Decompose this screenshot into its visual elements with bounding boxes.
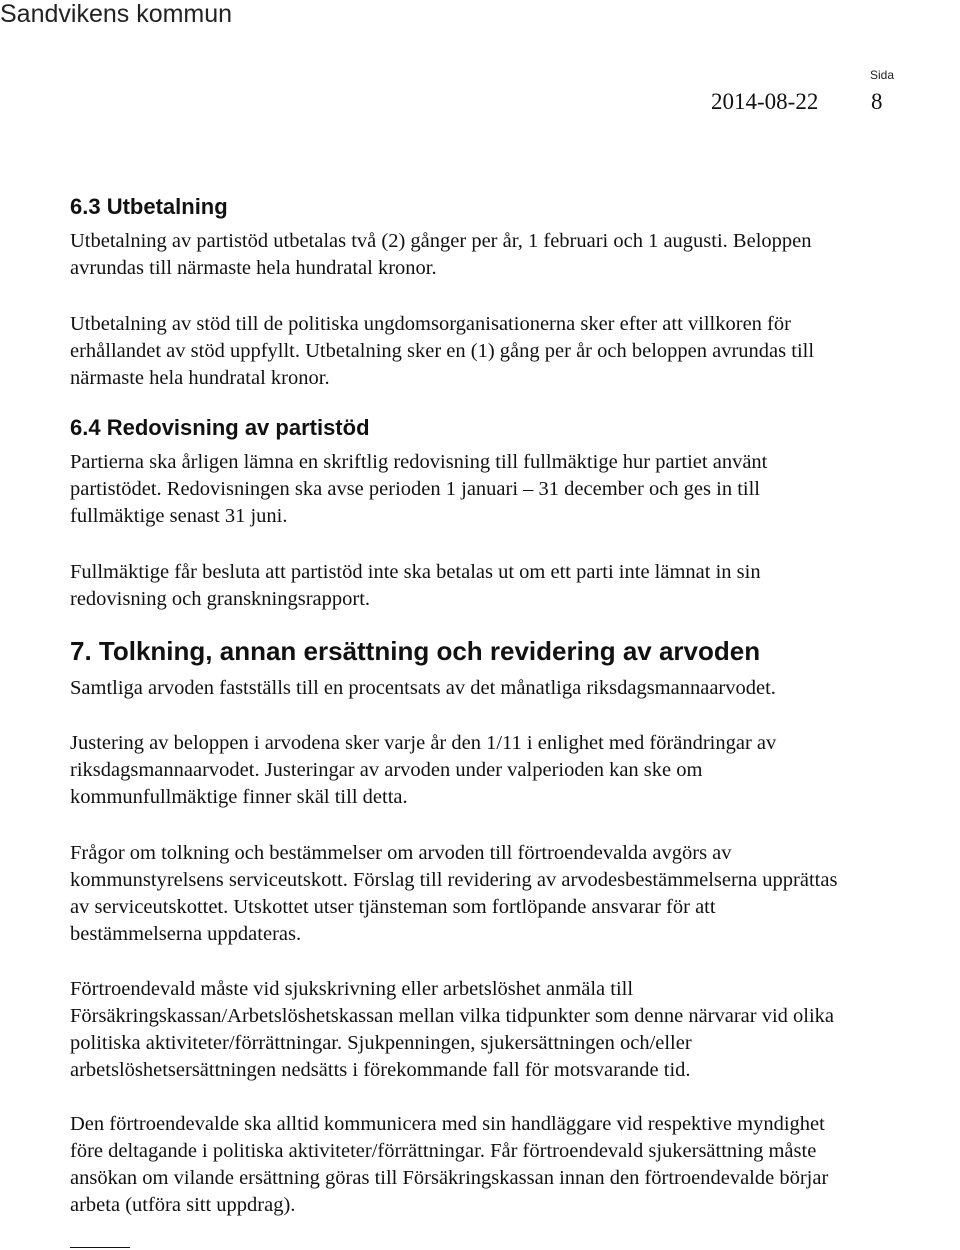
paragraph: Fullmäktige får besluta att partistöd inte ska betalas ut om ett parti inte lämnat in sin redovisning och granskningsrapport.	[70, 561, 761, 610]
paragraph: Den förtroendevalde ska alltid kommunicera med sin handläggare vid respektive myndighet före deltagande i politiska aktiviteter/förrättningar. Får förtroendevald sjukersättning måste ansökan om vilande ersättning göras till Försäkringskassan innan den förtroendevalde börjar arbeta (utföra sitt uppdrag).	[70, 1113, 829, 1216]
section-heading: 7. Tolkning, annan ersättning och revidering av arvoden	[70, 636, 761, 666]
section-heading: 6.4 Redovisning av partistöd	[70, 415, 370, 440]
section-heading: 6.3 Utbetalning	[70, 194, 228, 219]
section-7	[70, 636, 960, 666]
document-date: 2014-08-22	[711, 89, 819, 114]
paragraph: Utbetalning av stöd till de politiska ungdomsorganisationerna sker efter att villkoren för erhållandet av stöd uppfyllt. Utbetalning sker en (1) gång per år och beloppen avrundas till närmaste hela hundratal kronor.	[70, 313, 815, 389]
section-6-3-paragraph-1	[70, 228, 960, 282]
page-label: Sida	[870, 68, 895, 82]
section-6-3	[70, 193, 960, 220]
section-6-4-paragraph-2	[70, 559, 960, 613]
paragraph: Utbetalning av partistöd utbetalas två (2) gånger per år, 1 februari och 1 augusti. Beloppen avrundas till närmaste hela hundratal kronor.	[70, 230, 812, 279]
paragraph: Justering av beloppen i arvodena sker varje år den 1/11 i enlighet med förändringar av riksdagsmannaarvodet. Justeringar av arvoden under valperioden kan ske om kommunfullmäktige finner skäl till detta.	[70, 732, 777, 808]
section-7-paragraph-4	[70, 976, 960, 1084]
paragraph: Frågor om tolkning och bestämmelser om arvoden till förtroendevalda avgörs av kommunstyrelsens serviceutskott. Förslag till revidering av arvodesbestämmelserna upprättas av serviceutskottet. Utskottet utser tjänsteman som fortlöpande ansvarar för att bestämmelserna uppdateras.	[70, 842, 838, 945]
section-6-3-paragraph-2	[70, 311, 960, 392]
paragraph: Samtliga arvoden fastställs till en procentsats av det månatliga riksdagsmannaarvodet.	[70, 677, 776, 699]
section-7-paragraph-3	[70, 840, 960, 948]
section-6-4	[70, 414, 960, 441]
section-6-4-paragraph-1	[70, 449, 960, 530]
organization-name: Sandvikens kommun	[0, 0, 233, 28]
section-7-paragraph-1	[70, 675, 960, 702]
paragraph: Förtroendevald måste vid sjukskrivning eller arbetslöshet anmäla till Försäkringskassan/Arbetslöshetskassan mellan vilka tidpunkter som denne närvarar vid olika politiska aktiviteter/förrättningar. Sjukpenningen, sjukersättningen och/eller arbetslöshetsersättningen nedsätts i förekommande fall för motsvarande tid.	[70, 978, 835, 1081]
section-7-paragraph-2	[70, 730, 960, 811]
page-number: 8	[871, 89, 883, 114]
paragraph: Partierna ska årligen lämna en skriftlig redovisning till fullmäktige hur partiet använt partistödet. Redovisningen ska avse perioden 1 januari – 31 december och ges in till fullmäktige senast 31 juni.	[70, 451, 768, 527]
section-7-paragraph-5	[70, 1111, 960, 1219]
footnote-separator	[70, 1247, 130, 1248]
